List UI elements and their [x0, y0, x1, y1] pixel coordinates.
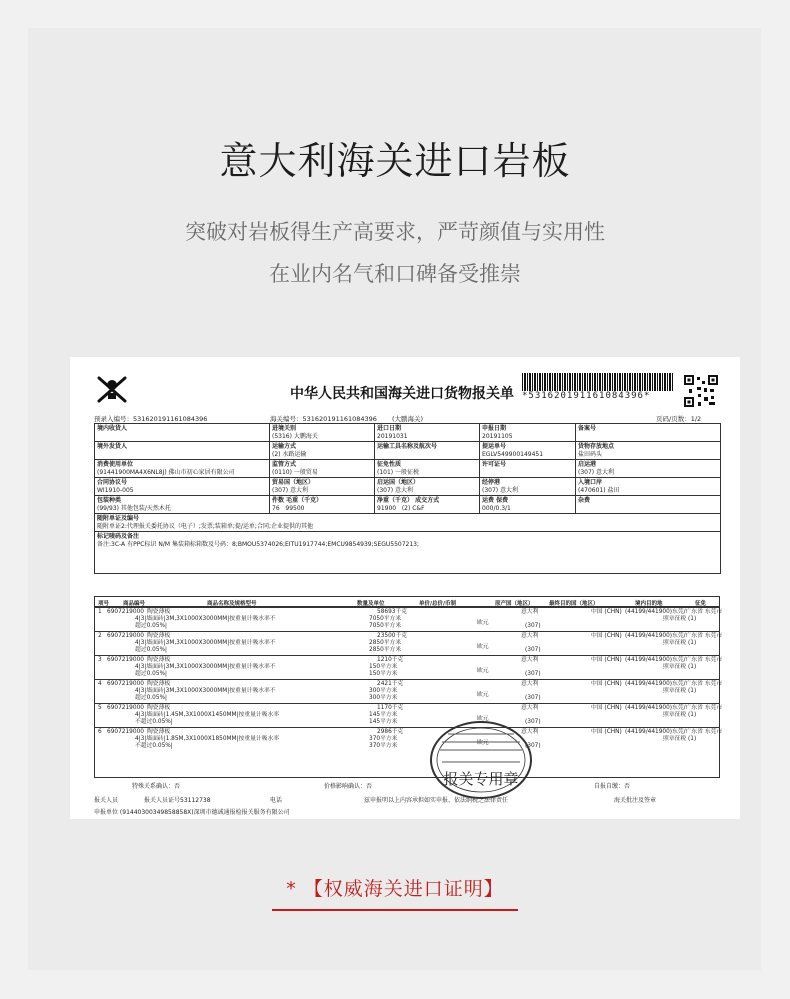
goods-cell-spec1: 4|3|墙面砖|3M,3X1000X3000MM|按重量计吸水率不	[135, 688, 276, 694]
page-count: 页码/页数：1/2	[656, 415, 702, 423]
goods-cell-tax: 照章征税 (1)	[663, 688, 697, 694]
goods-cell-origin-code: (307)	[525, 647, 541, 653]
goods-cell-no: 3	[98, 657, 102, 663]
goods-cell-qty2: 370平方米	[369, 736, 398, 742]
goods-row	[95, 655, 723, 679]
goods-cell-tax: 照章征税 (1)	[663, 664, 697, 670]
goods-cell-qty1: 58693千克	[377, 609, 408, 615]
goods-row	[95, 727, 723, 751]
goods-cell-name: 陶瓷薄板	[147, 609, 171, 615]
goods-cell-spec1: 4|3|墙面砖|1.85M,3X1000X1850MM|按重量计吸水率	[135, 736, 280, 742]
goods-cell-spec2: 不超过0.05%|	[135, 719, 173, 725]
goods-cell-origin: 意大利	[521, 633, 539, 639]
field-cell: 杂费	[576, 496, 721, 514]
goods-cell-dest: 中国 (CHN)	[591, 681, 622, 687]
field-cell: 货物存放地点 盐田码头	[576, 442, 721, 460]
goods-cell-cur: 欧元	[477, 668, 489, 674]
goods-cell-dest: 中国 (CHN)	[591, 705, 622, 711]
goods-cell-qty2: 300平方米	[369, 688, 398, 694]
field-cell: 监管方式 (0110) 一般贸易	[270, 460, 375, 478]
goods-cell-origin-code: (307)	[525, 623, 541, 629]
goods-cell-origin-code: (307)	[525, 695, 541, 701]
customs-office: (大鹏海关)	[392, 415, 424, 423]
goods-cell-place: (44199/441900)东莞/广东省 东莞市	[625, 657, 723, 663]
goods-cell-qty2: 145平方米	[369, 712, 398, 718]
subtitle-line-1: 突破对岩板得生产高要求，严苛颜值与实用性	[185, 220, 605, 244]
goods-cell-spec2: 不超过0.05%|	[135, 743, 173, 749]
document-title: 中华人民共和国海关进口货物报关单	[290, 386, 514, 402]
goods-cell-code: 6907219000	[107, 609, 144, 615]
goods-cell-place: (44199/441900)东莞/广东省 东莞市	[625, 681, 723, 687]
goods-cell-cur: 欧元	[477, 716, 489, 722]
field-cell: 进境关别 (5316) 大鹏海关	[270, 424, 375, 442]
certificate-caption	[0, 874, 790, 901]
goods-cell-name: 陶瓷薄板	[147, 657, 171, 663]
goods-cell-spec2: 超过0.05%|	[135, 623, 167, 629]
goods-cell-qty3: 7050平方米	[369, 623, 402, 629]
goods-cell-qty2: 2850平方米	[369, 640, 402, 646]
goods-cell-code: 6907219000	[107, 657, 144, 663]
field-cell: 征免性质 (101) 一般征税	[375, 460, 480, 478]
goods-cell-qty3: 300平方米	[369, 695, 398, 701]
field-cell: 境内收货人	[95, 424, 270, 442]
field-cell: 境外发货人	[95, 442, 270, 460]
caption-star: *	[286, 878, 297, 900]
customs-declaration-document: 中华人民共和国海关进口货物报关单 *531620191161084396* 预录入编号：531620191161084396 海关编号：531620191161084396 (大鹏海关) 页码/页数：1/2 境内收货人 进境关别 (5316) 大鹏海关 进口日期 20191031 申报日期 20191105 备案号 境外发货人 运输方式 (2) 水路运输 运输工具名称及航次号 提运单号 EGLV549900149451 货物存放地点 盐田码头 消费使用单位 (91441900MA4X6NL8J) 佛山市初心家居有限公司 监管方式 (0110) 一般贸易 征免性质 (101) 一般征税 许可证号 启运港 (307) 意大利 合同协议号 WI1910-005 贸易国（地区） (307) 意大利 启运国（地区） (307) 意大利 经停港 (307) 意大利 入境口岸 (470601) 盐田 包装种类 (99/93) 其他包装/天然木托 件数 毛重（千克） 76 99500 净重（千克） 成交方式 91900 (2) C&F 运费 保费 000/0.3/1 杂费 随附单证及编号 随附单证2:代理报关委托协议（电子）;发票;装箱单;提/运单;合同;企业提供的其他 标记唛码及备注 备注:3C-A 有PPC标识 N/M 集装箱标箱数及号码：8;BMOU5374026;EITU1917744;EMCU9854939;SEGU5507213; 项号 商品编号 商品名称及规格型号 数量及单位 单价/总价/币制 原产国（地区） 最终目的国（地区） 境内目的地 征免 1 6907219000 陶瓷薄板 4|3|墙面砖|3M,3X1000X3000MM|按重量计吸水率不 超过0.05%| 58693千克 7050平方米 7050平方米 欧元 意大利 (307) 中国 (CHN) (44199/441900)东莞/广东省 东莞市 照章征税 (1) 2 6907219000 陶瓷薄板 4|3|墙面砖|3M,3X1000X3000MM|按重量计吸水率不 超过0.05%| 23500千克 2850平方米 2850平方米 欧元 意大利 (307) 中国 (CHN) (44199/441900)东莞/广东省 东莞市 照章征税 (1) 3 6907219000 陶瓷薄板 4|3|墙面砖|3M,3X1000X3000MM|按重量计吸水率不 超过0.05%| 1210千克 150平方米 150平方米 欧元 意大利 (307) 中国 (CHN) (44199/441900)东莞/广东省 东莞市 照章征税 (1) 4 6907219000 陶瓷薄板 4|3|墙面砖|3M,3X1000X3000MM|按重量计吸水率不 超过0.05%| 2421千克 300平方米 300平方米 欧元 意大利 (307) 中国 (CHN) (44199/441900)东莞/广东省 东莞市 照章征税 (1) 5 6907219000 陶瓷薄板 4|3|墙面砖|1.45M,3X1000X1450MM|按重量计吸水率 不超过0.05%| 1170千克 145平方米 145平方米 欧元 意大利 (307) 中国 (CHN) (44199/441900)东莞/广东省 东莞市 照章征税 (1) 6 6907219000 陶瓷薄板 4|3|墙面砖|1.85M,3X1000X1850MM|按重量计吸水率 不超过0.05%| 2986千克 370平方米 370平方米 欧元 意大利 (307) 中国 (CHN) (44199/441900)东莞/广东省 东莞市 照章征税 (1) 特殊关系确认：否 价格影响确认：否 自报自缴：否 报关人员 报关人员证号53112738 电话 兹申报明以上内容承担如实申报、依法纳税之法律责任 海关批注及签章 申报单位 (91440300349858858X)深圳市德诚通报检报关服务有限公司 报关专用章	[70, 357, 740, 819]
goods-cell-tax: 照章征税 (1)	[663, 640, 697, 646]
goods-cell-dest: 中国 (CHN)	[591, 633, 622, 639]
goods-cell-spec2: 超过0.05%|	[135, 647, 167, 653]
goods-cell-code: 6907219000	[107, 705, 144, 711]
goods-cell-no: 5	[98, 705, 102, 711]
goods-cell-spec1: 4|3|墙面砖|3M,3X1000X3000MM|按重量计吸水率不	[135, 664, 276, 670]
goods-cell-place: (44199/441900)东莞/广东省 东莞市	[625, 633, 723, 639]
goods-cell-origin-code: (307)	[525, 671, 541, 677]
customs-number: 海关编号：531620191161084396	[270, 415, 377, 423]
goods-cell-qty1: 23500千克	[377, 633, 408, 639]
goods-cell-spec1: 4|3|墙面砖|3M,3X1000X3000MM|按重量计吸水率不	[135, 616, 276, 622]
goods-cell-no: 1	[98, 609, 102, 615]
field-cell: 包装种类 (99/93) 其他包装/天然木托	[95, 496, 270, 514]
field-cell: 申报日期 20191105	[480, 424, 576, 442]
goods-cell-spec2: 超过0.05%|	[135, 671, 167, 677]
field-cell: 合同协议号 WI1910-005	[95, 478, 270, 496]
field-cell: 运费 保费 000/0.3/1	[480, 496, 576, 514]
goods-cell-tax: 照章征税 (1)	[663, 736, 697, 742]
declarant-unit: 申报单位 (91440300349858858X)深圳市德诚通报检报关服务有限公司	[94, 809, 290, 816]
field-cell: 运输方式 (2) 水路运输	[270, 442, 375, 460]
goods-cell-name: 陶瓷薄板	[147, 681, 171, 687]
document-header	[70, 357, 740, 409]
goods-cell-code: 6907219000	[107, 729, 144, 735]
goods-cell-no: 4	[98, 681, 102, 687]
field-cell: 启运港 (307) 意大利	[576, 460, 721, 478]
attached-documents-cell: 随附单证及编号 随附单证2:代理报关委托协议（电子）;发票;装箱单;提/运单;合同;企业提供的其他	[95, 514, 721, 532]
goods-cell-spec1: 4|3|墙面砖|1.45M,3X1000X1450MM|按重量计吸水率	[135, 712, 280, 718]
goods-row	[95, 703, 723, 727]
goods-cell-spec1: 4|3|墙面砖|3M,3X1000X3000MM|按重量计吸水率不	[135, 640, 276, 646]
goods-cell-qty1: 2986千克	[377, 729, 404, 735]
field-cell: 净重（千克） 成交方式 91900 (2) C&F	[375, 496, 480, 514]
goods-cell-origin: 意大利	[521, 705, 539, 711]
goods-cell-tax: 照章征税 (1)	[663, 712, 697, 718]
goods-cell-qty2: 150平方米	[369, 664, 398, 670]
goods-cell-name: 陶瓷薄板	[147, 705, 171, 711]
goods-cell-qty1: 1170千克	[377, 705, 404, 711]
goods-cell-place: (44199/441900)东莞/广东省 东莞市	[625, 609, 723, 615]
barcode	[522, 373, 674, 391]
stamp-text: 报关专用章	[443, 770, 519, 788]
field-cell: 消费使用单位 (91441900MA4X6NL8J) 佛山市初心家居有限公司	[95, 460, 270, 478]
field-cell: 进口日期 20191031	[375, 424, 480, 442]
goods-cell-origin: 意大利	[521, 729, 539, 735]
field-cell: 许可证号	[480, 460, 576, 478]
goods-cell-cur: 欧元	[477, 620, 489, 626]
goods-cell-tax: 照章征税 (1)	[663, 616, 697, 622]
field-cell: 入境口岸 (470601) 盐田	[576, 478, 721, 496]
goods-cell-name: 陶瓷薄板	[147, 729, 171, 735]
goods-cell-dest: 中国 (CHN)	[591, 729, 622, 735]
goods-table	[94, 596, 723, 778]
goods-cell-origin-code: (307)	[525, 743, 541, 749]
goods-cell-origin-code: (307)	[525, 719, 541, 725]
goods-cell-qty1: 2421千克	[377, 681, 404, 687]
goods-row	[95, 631, 723, 655]
field-cell: 经停港 (307) 意大利	[480, 478, 576, 496]
goods-cell-code: 6907219000	[107, 681, 144, 687]
field-cell: 提运单号 EGLV549900149451	[480, 442, 576, 460]
goods-cell-no: 6	[98, 729, 102, 735]
pre-entry-number: 预录入编号：531620191161084396	[94, 415, 208, 423]
customs-stamp	[428, 718, 534, 802]
goods-cell-no: 2	[98, 633, 102, 639]
page-title: 意大利海关进口岩板	[219, 139, 571, 183]
customs-emblem-icon	[94, 373, 130, 405]
goods-cell-code: 6907219000	[107, 633, 144, 639]
caption-underline	[272, 909, 518, 911]
goods-cell-origin: 意大利	[521, 609, 539, 615]
declaration-fields-table	[94, 423, 721, 574]
goods-table-header: 项号 商品编号 商品名称及规格型号 数量及单位 单价/总价/币制 原产国（地区） 最终目的国（地区） 境内目的地 征免	[95, 597, 719, 607]
marks-remarks-cell: 标记唛码及备注 备注:3C-A 有PPC标识 N/M 集装箱标箱数及号码：8;BMOU5374026;EITU1917744;EMCU9854939;SEGU5507213;	[95, 532, 721, 574]
goods-cell-dest: 中国 (CHN)	[591, 657, 622, 663]
goods-cell-cur: 欧元	[477, 692, 489, 698]
goods-cell-qty3: 150平方米	[369, 671, 398, 677]
goods-row	[95, 679, 723, 703]
qr-code-icon	[684, 375, 718, 407]
goods-cell-dest: 中国 (CHN)	[591, 609, 622, 615]
goods-cell-origin: 意大利	[521, 681, 539, 687]
goods-cell-qty1: 1210千克	[377, 657, 404, 663]
goods-cell-name: 陶瓷薄板	[147, 633, 171, 639]
goods-cell-qty3: 145平方米	[369, 719, 398, 725]
field-cell: 备案号	[576, 424, 721, 442]
barcode-text: *531620191161084396*	[522, 391, 651, 401]
caption-text: 【权威海关进口证明】	[303, 878, 504, 900]
goods-cell-cur: 欧元	[477, 644, 489, 650]
field-cell: 件数 毛重（千克） 76 99500	[270, 496, 375, 514]
field-cell: 贸易国（地区） (307) 意大利	[270, 478, 375, 496]
goods-cell-place: (44199/441900)东莞/广东省 东莞市	[625, 705, 723, 711]
goods-cell-qty3: 2850平方米	[369, 647, 402, 653]
field-cell: 启运国（地区） (307) 意大利	[375, 478, 480, 496]
subtitle-line-2: 在业内名气和口碑备受推崇	[269, 262, 521, 286]
goods-cell-place: (44199/441900)东莞/广东省 东莞市	[625, 729, 723, 735]
goods-cell-qty3: 370平方米	[369, 743, 398, 749]
goods-row	[95, 607, 723, 631]
field-cell: 运输工具名称及航次号	[375, 442, 480, 460]
goods-cell-origin: 意大利	[521, 657, 539, 663]
goods-cell-qty2: 7050平方米	[369, 616, 402, 622]
goods-cell-spec2: 超过0.05%|	[135, 695, 167, 701]
goods-cell-cur: 欧元	[477, 740, 489, 746]
